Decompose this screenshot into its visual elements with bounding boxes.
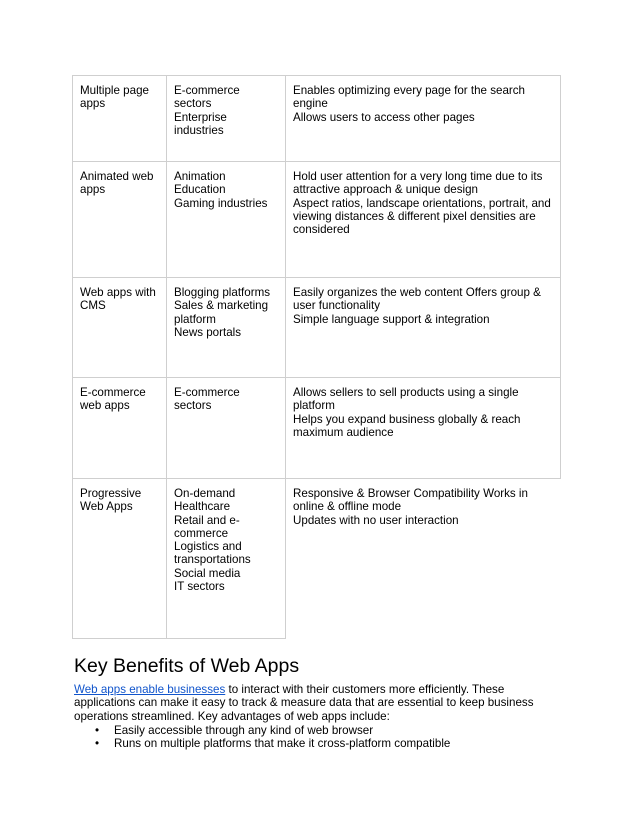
- paragraph-text: applications can make it easy to track & measure data that are essential to keep business: [74, 696, 534, 710]
- app-type-cell: [73, 278, 167, 378]
- bullet-icon: •: [94, 724, 100, 737]
- cell-line: Retail and e-: [174, 513, 240, 527]
- cell-line: Healthcare: [174, 500, 231, 514]
- section-heading: Key Benefits of Web Apps: [74, 655, 300, 677]
- cell-line: On-demand: [174, 487, 236, 500]
- list-item-text: Runs on multiple platforms that make it cross-platform compatible: [114, 737, 451, 751]
- cell-line: commerce: [174, 526, 229, 540]
- app-type-cell: [73, 76, 167, 162]
- cell-line: News portals: [174, 325, 242, 339]
- table-row: [73, 378, 561, 479]
- table-row: [73, 278, 561, 378]
- industries-cell: [167, 479, 286, 639]
- industries-cell: [167, 76, 286, 162]
- cell-line: Easily organizes the web content Offers group &: [293, 286, 541, 299]
- table-row: [73, 76, 561, 162]
- list-item: [74, 724, 450, 737]
- cell-line: Multiple page: [80, 84, 149, 97]
- cell-line: Updates with no user interaction: [293, 513, 459, 527]
- cell-line: Social media: [174, 566, 241, 580]
- cell-line: transportations: [174, 553, 251, 567]
- cell-line: Simple language support & integration: [293, 312, 490, 326]
- cell-line: online & offline mode: [293, 500, 402, 514]
- cell-line: apps: [80, 183, 106, 197]
- cell-line: CMS: [80, 299, 106, 313]
- list-item-text: Easily accessible through any kind of web browser: [114, 724, 374, 737]
- cell-line: Web Apps: [80, 500, 133, 514]
- cell-line: Hold user attention for a very long time due to its: [293, 170, 543, 183]
- benefits-cell: [286, 278, 561, 378]
- industries-cell: [167, 162, 286, 278]
- cell-line: platform: [293, 399, 335, 413]
- cell-line: Allows users to access other pages: [293, 110, 475, 124]
- cell-line: Helps you expand business globally & reach: [293, 412, 521, 426]
- cell-line: Aspect ratios, landscape orientations, portrait, and: [293, 196, 551, 210]
- web-app-types-table: [72, 75, 561, 639]
- web-apps-link[interactable]: Web apps enable businesses: [74, 683, 226, 696]
- benefits-cell: [286, 378, 561, 479]
- cell-line: platform: [174, 312, 216, 326]
- benefits-cell: [286, 162, 561, 278]
- paragraph-text: to interact with their customers more efficiently. These: [225, 683, 505, 696]
- cell-line: Animated web: [80, 170, 154, 183]
- cell-line: E-commerce: [80, 386, 146, 399]
- benefits-list: [74, 724, 450, 751]
- cell-line: apps: [80, 97, 106, 111]
- cell-line: Responsive & Browser Compatibility Works in: [293, 487, 528, 500]
- table-row: [73, 479, 561, 639]
- paragraph-text: operations streamlined. Key advantages of web apps include:: [74, 709, 390, 723]
- cell-line: IT sectors: [174, 580, 225, 594]
- industries-cell: [167, 378, 286, 479]
- intro-paragraph: [74, 683, 544, 723]
- cell-line: maximum audience: [293, 425, 394, 439]
- app-type-cell: [73, 479, 167, 639]
- cell-line: considered: [293, 223, 350, 237]
- cell-line: viewing distances & different pixel densities are: [293, 209, 536, 223]
- cell-line: Enables optimizing every page for the search: [293, 84, 526, 97]
- cell-line: Sales & marketing: [174, 299, 269, 313]
- cell-line: Animation: [174, 170, 226, 183]
- cell-line: web apps: [80, 399, 130, 413]
- benefits-cell: [286, 76, 561, 162]
- list-item: [74, 737, 450, 750]
- cell-line: Enterprise industries: [174, 110, 227, 137]
- app-type-cell: [73, 162, 167, 278]
- cell-line: engine: [293, 97, 328, 111]
- cell-line: Allows sellers to sell products using a single: [293, 386, 519, 399]
- cell-line: E-commerce sectors: [174, 386, 240, 413]
- cell-line: Blogging platforms: [174, 286, 271, 299]
- bullet-icon: •: [94, 737, 100, 751]
- cell-line: Progressive: [80, 487, 142, 500]
- cell-line: user functionality: [293, 299, 380, 313]
- industries-cell: [167, 278, 286, 378]
- cell-line: E-commerce sectors: [174, 84, 240, 111]
- cell-line: Education: [174, 183, 226, 197]
- cell-line: Gaming industries: [174, 196, 268, 210]
- cell-line: attractive approach & unique design: [293, 183, 478, 197]
- cell-line: Web apps with: [80, 286, 156, 299]
- benefits-cell: [286, 479, 561, 639]
- cell-line: Logistics and: [174, 540, 242, 554]
- app-type-cell: [73, 378, 167, 479]
- table-row: [73, 162, 561, 278]
